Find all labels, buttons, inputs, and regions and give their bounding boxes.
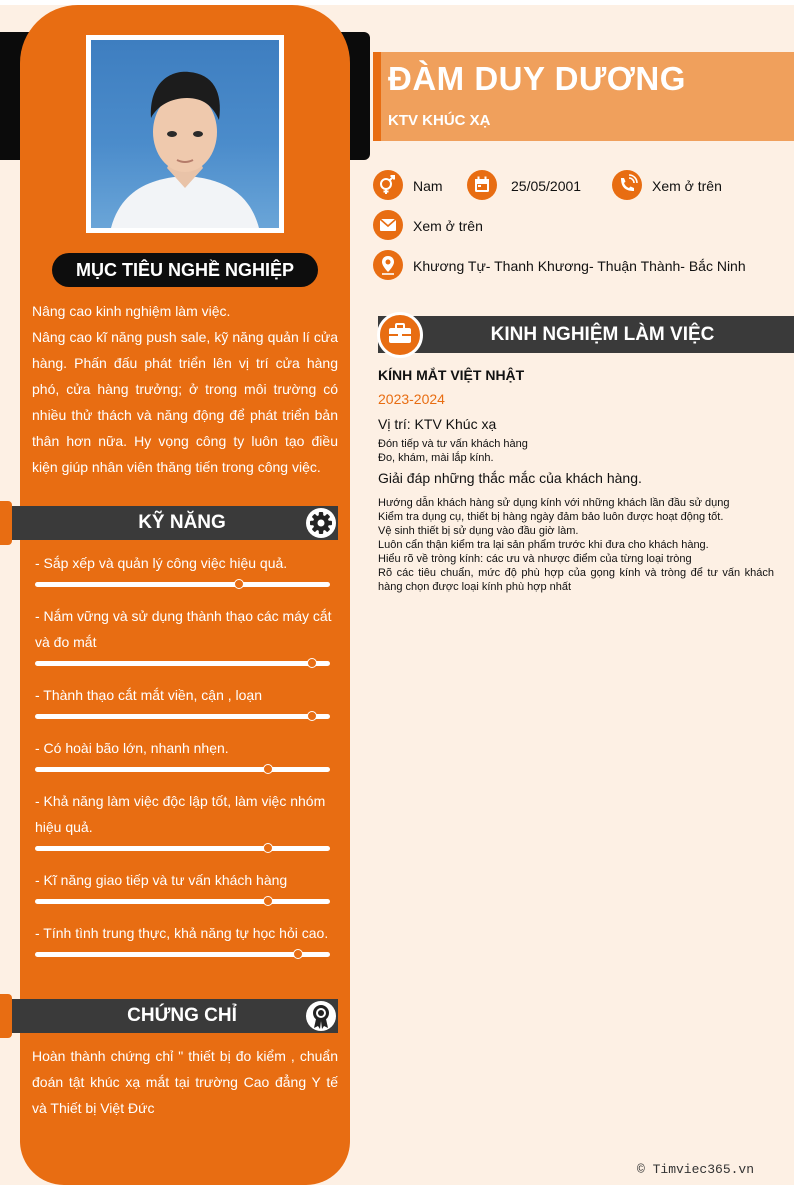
envelope-icon bbox=[373, 210, 403, 240]
calendar-icon bbox=[467, 170, 497, 200]
objective-heading: MỤC TIÊU NGHỀ NGHIỆP bbox=[52, 253, 318, 287]
skills-heading-bar bbox=[12, 506, 338, 540]
duty-highlight: Giải đáp những thắc mắc của khách hàng. bbox=[378, 470, 642, 486]
task-item: Hướng dẫn khách hàng sử dụng kính với những khách lần đầu sử dụng bbox=[378, 497, 730, 509]
photo-portrait bbox=[91, 40, 279, 228]
certificate-text: Hoàn thành chứng chỉ " thiết bị đo kiểm , chuẩn đoán tật khúc xạ mắt tại trường Cao đẳng Y tế và Thiết bị Việt Đức bbox=[32, 1048, 338, 1116]
certificates-heading-bar bbox=[12, 999, 338, 1033]
portrait-illustration bbox=[91, 40, 279, 228]
skill-item: - Khả năng làm việc độc lập tốt, làm việc nhóm hiệu quả. bbox=[35, 793, 326, 835]
address-value: Khương Tự- Thanh Khương- Thuận Thành- Bắc Ninh bbox=[413, 258, 746, 274]
task-item: Hiểu rõ về tròng kính: các ưu và nhược điểm của từng loại tròng bbox=[378, 553, 692, 565]
duty-line: Đón tiếp và tư vấn khách hàng bbox=[378, 438, 528, 450]
email-value: Xem ở trên bbox=[413, 218, 483, 234]
certificates-heading: CHỨNG CHỈ bbox=[127, 1005, 237, 1026]
duties-short bbox=[378, 437, 528, 465]
skill-item: - Có hoài bão lớn, nhanh nhẹn. bbox=[35, 740, 229, 756]
objective-line-2: Nâng cao kĩ năng push sale, kỹ năng quản lí cửa hàng. Phấn đấu phát triển lên vị trí cửa hàng phó, cửa hàng trưởng; ở trong môi trường có nhiều thử thách và năng động để phát triển bản thân hơn nữa. Hy vọng công ty luôn tạo điều kiện giúp nhân viên thăng tiến trong công việc. bbox=[32, 329, 338, 475]
skill-knob bbox=[263, 764, 273, 774]
task-item: Kiểm tra dụng cụ, thiết bị hàng ngày đảm bảo luôn được hoạt động tốt. bbox=[378, 511, 724, 523]
task-item: Luôn cẩn thận kiểm tra lại sản phẩm trước khi đưa cho khách hàng. bbox=[378, 539, 709, 551]
skill-bar bbox=[35, 952, 330, 957]
skill-item: - Tính tình trung thực, khả năng tự học hỏi cao. bbox=[35, 925, 329, 941]
experience-heading: KINH NGHIỆM LÀM VIỆC bbox=[490, 324, 715, 345]
skills-heading: KỸ NĂNG bbox=[138, 512, 226, 533]
skill-bar bbox=[35, 899, 330, 904]
skill-item: - Kĩ năng giao tiếp và tư vấn khách hàng bbox=[35, 872, 288, 888]
skill-bar bbox=[35, 582, 330, 587]
gender-icon bbox=[373, 170, 403, 200]
skill-bar bbox=[35, 661, 330, 666]
skill-item: - Sắp xếp và quản lý công việc hiệu quả. bbox=[35, 555, 288, 571]
candidate-title: KTV KHÚC XẠ bbox=[388, 112, 491, 129]
dob-value: 25/05/2001 bbox=[511, 178, 582, 194]
task-item: Rõ các tiêu chuẩn, mức độ phù hợp của gọng kính và tròng để tư vấn khách hàng chọn được loại kính phù hợp nhất bbox=[378, 567, 774, 593]
skill-bar bbox=[35, 767, 330, 772]
skill-knob bbox=[263, 896, 273, 906]
cert-edge-accent bbox=[0, 994, 12, 1038]
gear-icon bbox=[306, 508, 336, 538]
skill-bar bbox=[35, 714, 330, 719]
phone-icon bbox=[612, 170, 642, 200]
skill-item: - Nắm vững và sử dụng thành thạo các máy cắt và đo mắt bbox=[35, 608, 332, 650]
award-medal-icon bbox=[306, 1001, 336, 1031]
skill-knob bbox=[234, 579, 244, 589]
skills-edge-accent bbox=[0, 501, 12, 545]
profile-photo bbox=[86, 35, 284, 233]
name-band-accent bbox=[373, 52, 381, 141]
company-name: KÍNH MẮT VIỆT NHẬT bbox=[378, 367, 525, 383]
location-pin-icon bbox=[373, 250, 403, 280]
skill-knob bbox=[293, 949, 303, 959]
duty-line: Đo, khám, mài lắp kính. bbox=[378, 452, 494, 464]
candidate-name: ĐÀM DUY DƯƠNG bbox=[388, 60, 686, 97]
task-item: Vệ sinh thiết bị sử dụng vào đầu giờ làm. bbox=[378, 525, 579, 537]
work-role: Vị trí: KTV Khúc xạ bbox=[378, 416, 497, 432]
footer-watermark: © Timviec365.vn bbox=[637, 1162, 755, 1177]
skill-bar bbox=[35, 846, 330, 851]
briefcase-icon bbox=[377, 312, 423, 358]
phone-value: Xem ở trên bbox=[652, 178, 722, 194]
task-list bbox=[378, 496, 774, 594]
objective-line-1: Nâng cao kinh nghiệm làm việc. bbox=[32, 303, 231, 319]
skill-knob bbox=[263, 843, 273, 853]
skill-item: - Thành thạo cắt mắt viền, cận , loạn bbox=[35, 687, 262, 703]
gender-value: Nam bbox=[413, 178, 443, 194]
work-period: 2023-2024 bbox=[378, 391, 445, 407]
objective-text bbox=[32, 298, 338, 480]
